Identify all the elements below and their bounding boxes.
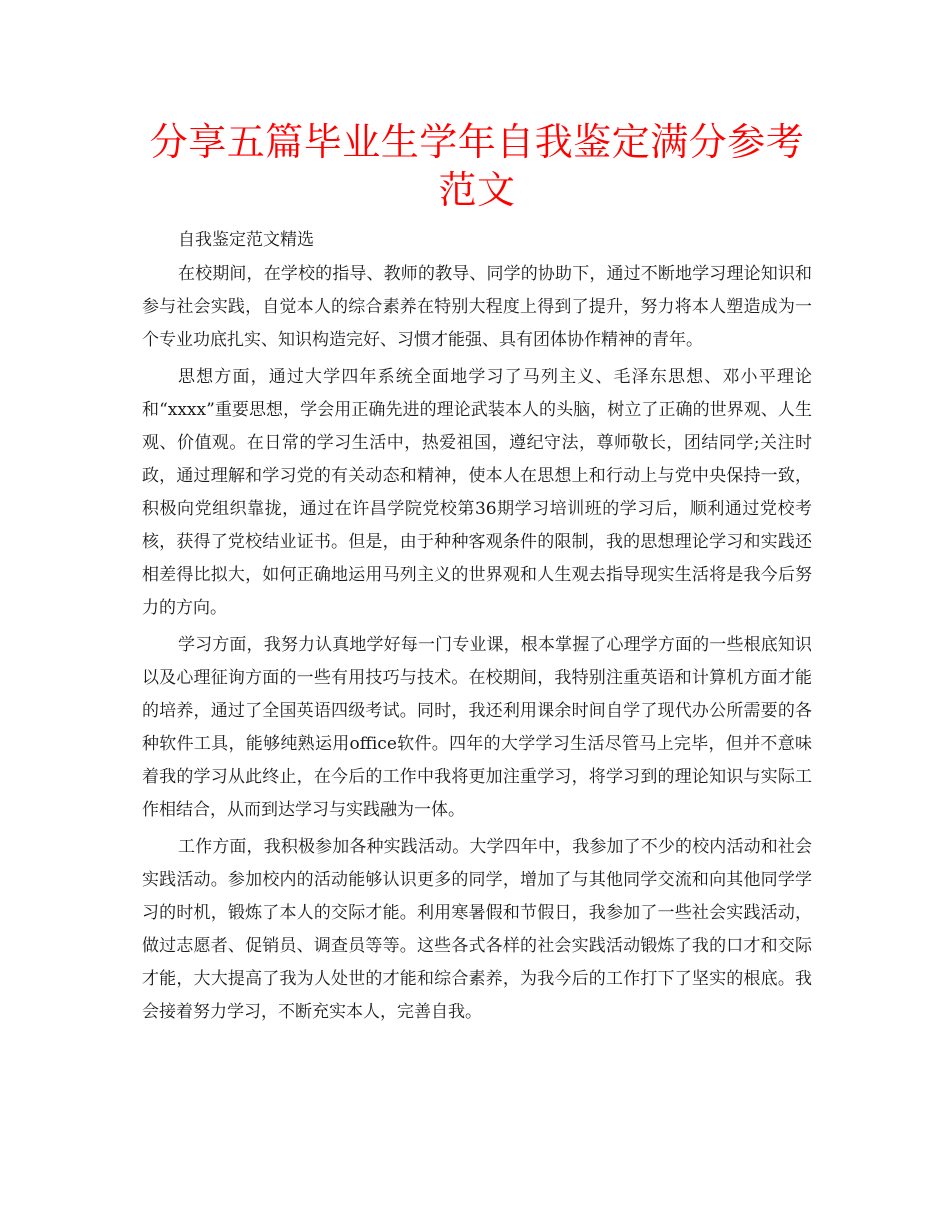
paragraph-study: 学习方面，我努力认真地学好每一门专业课，根本掌握了心理学方面的一些根底知识以及心理征询方面的一些有用技巧与技术。在校期间，我特别注重英语和计算机方面才能的培养，通过了全国英语四级考试。同时，我还利用课余时间自学了现代办公所需要的各种软件工具，能够纯熟运用office软件。四年的大学学习生活尽管马上完毕，但并不意味着我的学习从此终止，在今后的工作中我将更加注重学习，将学习到的理论知识与实际工作相结合，从而到达学习与实践融为一体。	[142, 635, 812, 820]
document-subtitle: 自我鉴定范文精选	[178, 230, 314, 250]
document-body	[142, 258, 812, 1029]
paragraph-intro: 在校期间，在学校的指导、教师的教导、同学的协助下，通过不断地学习理论知识和参与社会实践，自觉本人的综合素养在特别大程度上得到了提升，努力将本人塑造成为一个专业功底扎实、知识构造完好、习惯才能强、具有团体协作精神的青年。	[142, 264, 812, 350]
paragraph-thought: 思想方面，通过大学四年系统全面地学习了马列主义、毛泽东思想、邓小平理论和“xxxx”重要思想，学会用正确先进的理论武装本人的头脑，树立了正确的世界观、人生观、价值观。在日常的学习生活中，热爱祖国，遵纪守法，尊师敬长，团结同学;关注时政，通过理解和学习党的有关动态和精神，使本人在思想上和行动上与党中央保持一致，积极向党组织靠拢，通过在许昌学院党校第36期学习培训班的学习后，顺利通过党校考核，获得了党校结业证书。但是，由于种种客观条件的限制，我的思想理论学习和实践还相差得比拟大，如何正确地运用马列主义的世界观和人生观去指导现实生活将是我今后努力的方向。	[142, 367, 812, 618]
document-title: 分享五篇毕业生学年自我鉴定满分参考范文	[149, 120, 805, 212]
paragraph-work: 工作方面，我积极参加各种实践活动。大学四年中，我参加了不少的校内活动和社会实践活动。参加校内的活动能够认识更多的同学，增加了与其他同学交流和向其他同学学习的时机，锻炼了本人的交际才能。利用寒暑假和节假日，我参加了一些社会实践活动，做过志愿者、促销员、调查员等等。这些各式各样的社会实践活动锻炼了我的口才和交际才能，大大提高了我为人处世的才能和综合素养，为我今后的工作打下了坚实的根底。我会接着努力学习，不断充实本人，完善自我。	[142, 837, 812, 1022]
